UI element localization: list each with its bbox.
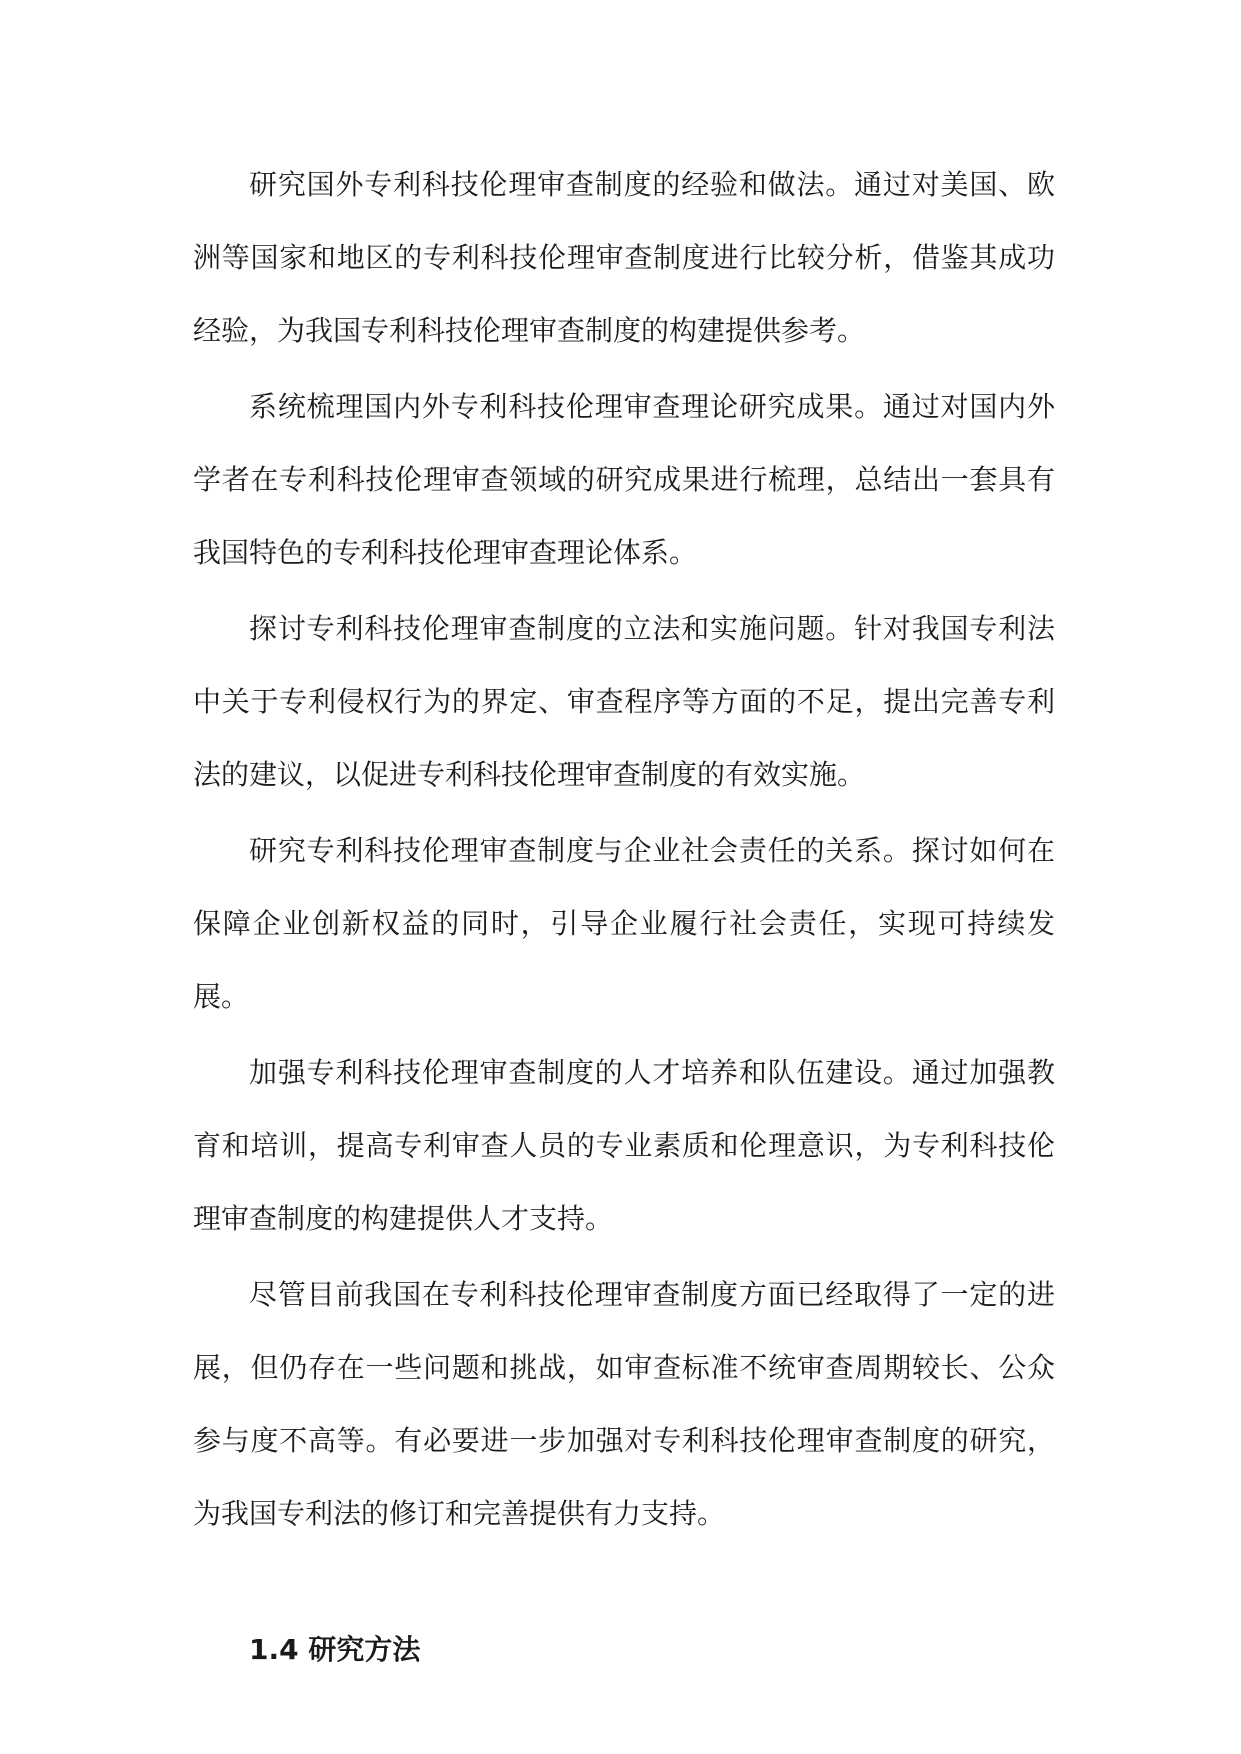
paragraph-social-responsibility: 研究专利科技伦理审查制度与企业社会责任的关系。探讨如何在保障企业创新权益的同时，引导企业履行社会责任，实现可持续发展。 — [193, 834, 1055, 1013]
document-body — [193, 148, 1055, 1686]
paragraph-theory-review: 系统梳理国内外专利科技伦理审查理论研究成果。通过对国内外学者在专利科技伦理审查领域的研究成果进行梳理，总结出一套具有我国特色的专利科技伦理审查理论体系。 — [193, 390, 1055, 569]
section-heading: 1.4 研究方法 — [249, 1633, 421, 1666]
paragraph-challenges: 尽管目前我国在专利科技伦理审查制度方面已经取得了一定的进展，但仍存在一些问题和挑战，如审查标准不统审查周期较长、公众参与度不高等。有必要进一步加强对专利科技伦理审查制度的研究，为我国专利法的修订和完善提供有力支持。 — [193, 1278, 1055, 1530]
paragraph-legislation: 探讨专利科技伦理审查制度的立法和实施问题。针对我国专利法中关于专利侵权行为的界定、审查程序等方面的不足，提出完善专利法的建议，以促进专利科技伦理审查制度的有效实施。 — [193, 612, 1055, 791]
paragraph-foreign-experience: 研究国外专利科技伦理审查制度的经验和做法。通过对美国、欧洲等国家和地区的专利科技伦理审查制度进行比较分析，借鉴其成功经验，为我国专利科技伦理审查制度的构建提供参考。 — [193, 168, 1055, 347]
paragraph-talent-training: 加强专利科技伦理审查制度的人才培养和队伍建设。通过加强教育和培训，提高专利审查人员的专业素质和伦理意识，为专利科技伦理审查制度的构建提供人才支持。 — [193, 1056, 1055, 1235]
